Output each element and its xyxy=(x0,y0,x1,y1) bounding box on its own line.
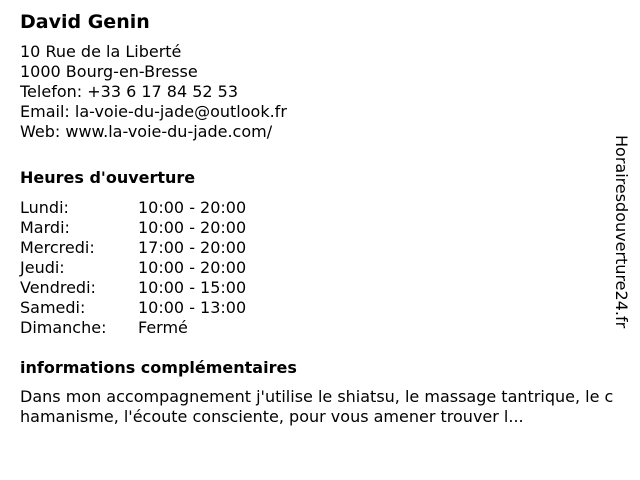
hours-day: Jeudi: xyxy=(20,258,65,277)
web-line: Web: www.la-voie-du-jade.com/ xyxy=(20,122,273,141)
hours-time: 10:00 - 20:00 xyxy=(138,258,247,277)
hours-day: Mardi: xyxy=(20,218,70,237)
site-watermark: Horairesdouverture24.fr xyxy=(612,135,631,329)
address-street: 10 Rue de la Liberté xyxy=(20,42,182,61)
hours-day: Samedi: xyxy=(20,298,86,317)
phone-line: Telefon: +33 6 17 84 52 53 xyxy=(20,82,239,101)
hours-time: Fermé xyxy=(138,318,188,337)
hours-row xyxy=(20,238,620,258)
opening-hours-table xyxy=(20,198,620,338)
hours-row xyxy=(20,298,620,318)
hours-row xyxy=(20,198,620,218)
business-card xyxy=(20,10,620,427)
hours-time: 10:00 - 15:00 xyxy=(138,278,247,297)
hours-time: 10:00 - 13:00 xyxy=(138,298,247,317)
hours-time: 17:00 - 20:00 xyxy=(138,238,247,257)
hours-day: Vendredi: xyxy=(20,278,96,297)
hours-row xyxy=(20,278,620,298)
hours-row xyxy=(20,258,620,278)
address-block xyxy=(20,42,620,142)
additional-info-text: Dans mon accompagnement j'utilise le shiatsu, le massage tantrique, le chamanisme, l'écoute consciente, pour vous amener trouver l... xyxy=(20,387,614,426)
hours-day: Lundi: xyxy=(20,198,69,217)
email-line: Email: la-voie-du-jade@outlook.fr xyxy=(20,102,287,121)
address-city: 1000 Bourg-en-Bresse xyxy=(20,62,198,81)
hours-day: Dimanche: xyxy=(20,318,107,337)
hours-row xyxy=(20,218,620,238)
hours-day: Mercredi: xyxy=(20,238,95,257)
business-name: David Genin xyxy=(20,11,150,33)
opening-hours-title: Heures d'ouverture xyxy=(20,168,196,187)
additional-info-title: informations complémentaires xyxy=(20,358,297,377)
hours-time: 10:00 - 20:00 xyxy=(138,198,247,217)
hours-time: 10:00 - 20:00 xyxy=(138,218,247,237)
hours-row xyxy=(20,318,620,338)
